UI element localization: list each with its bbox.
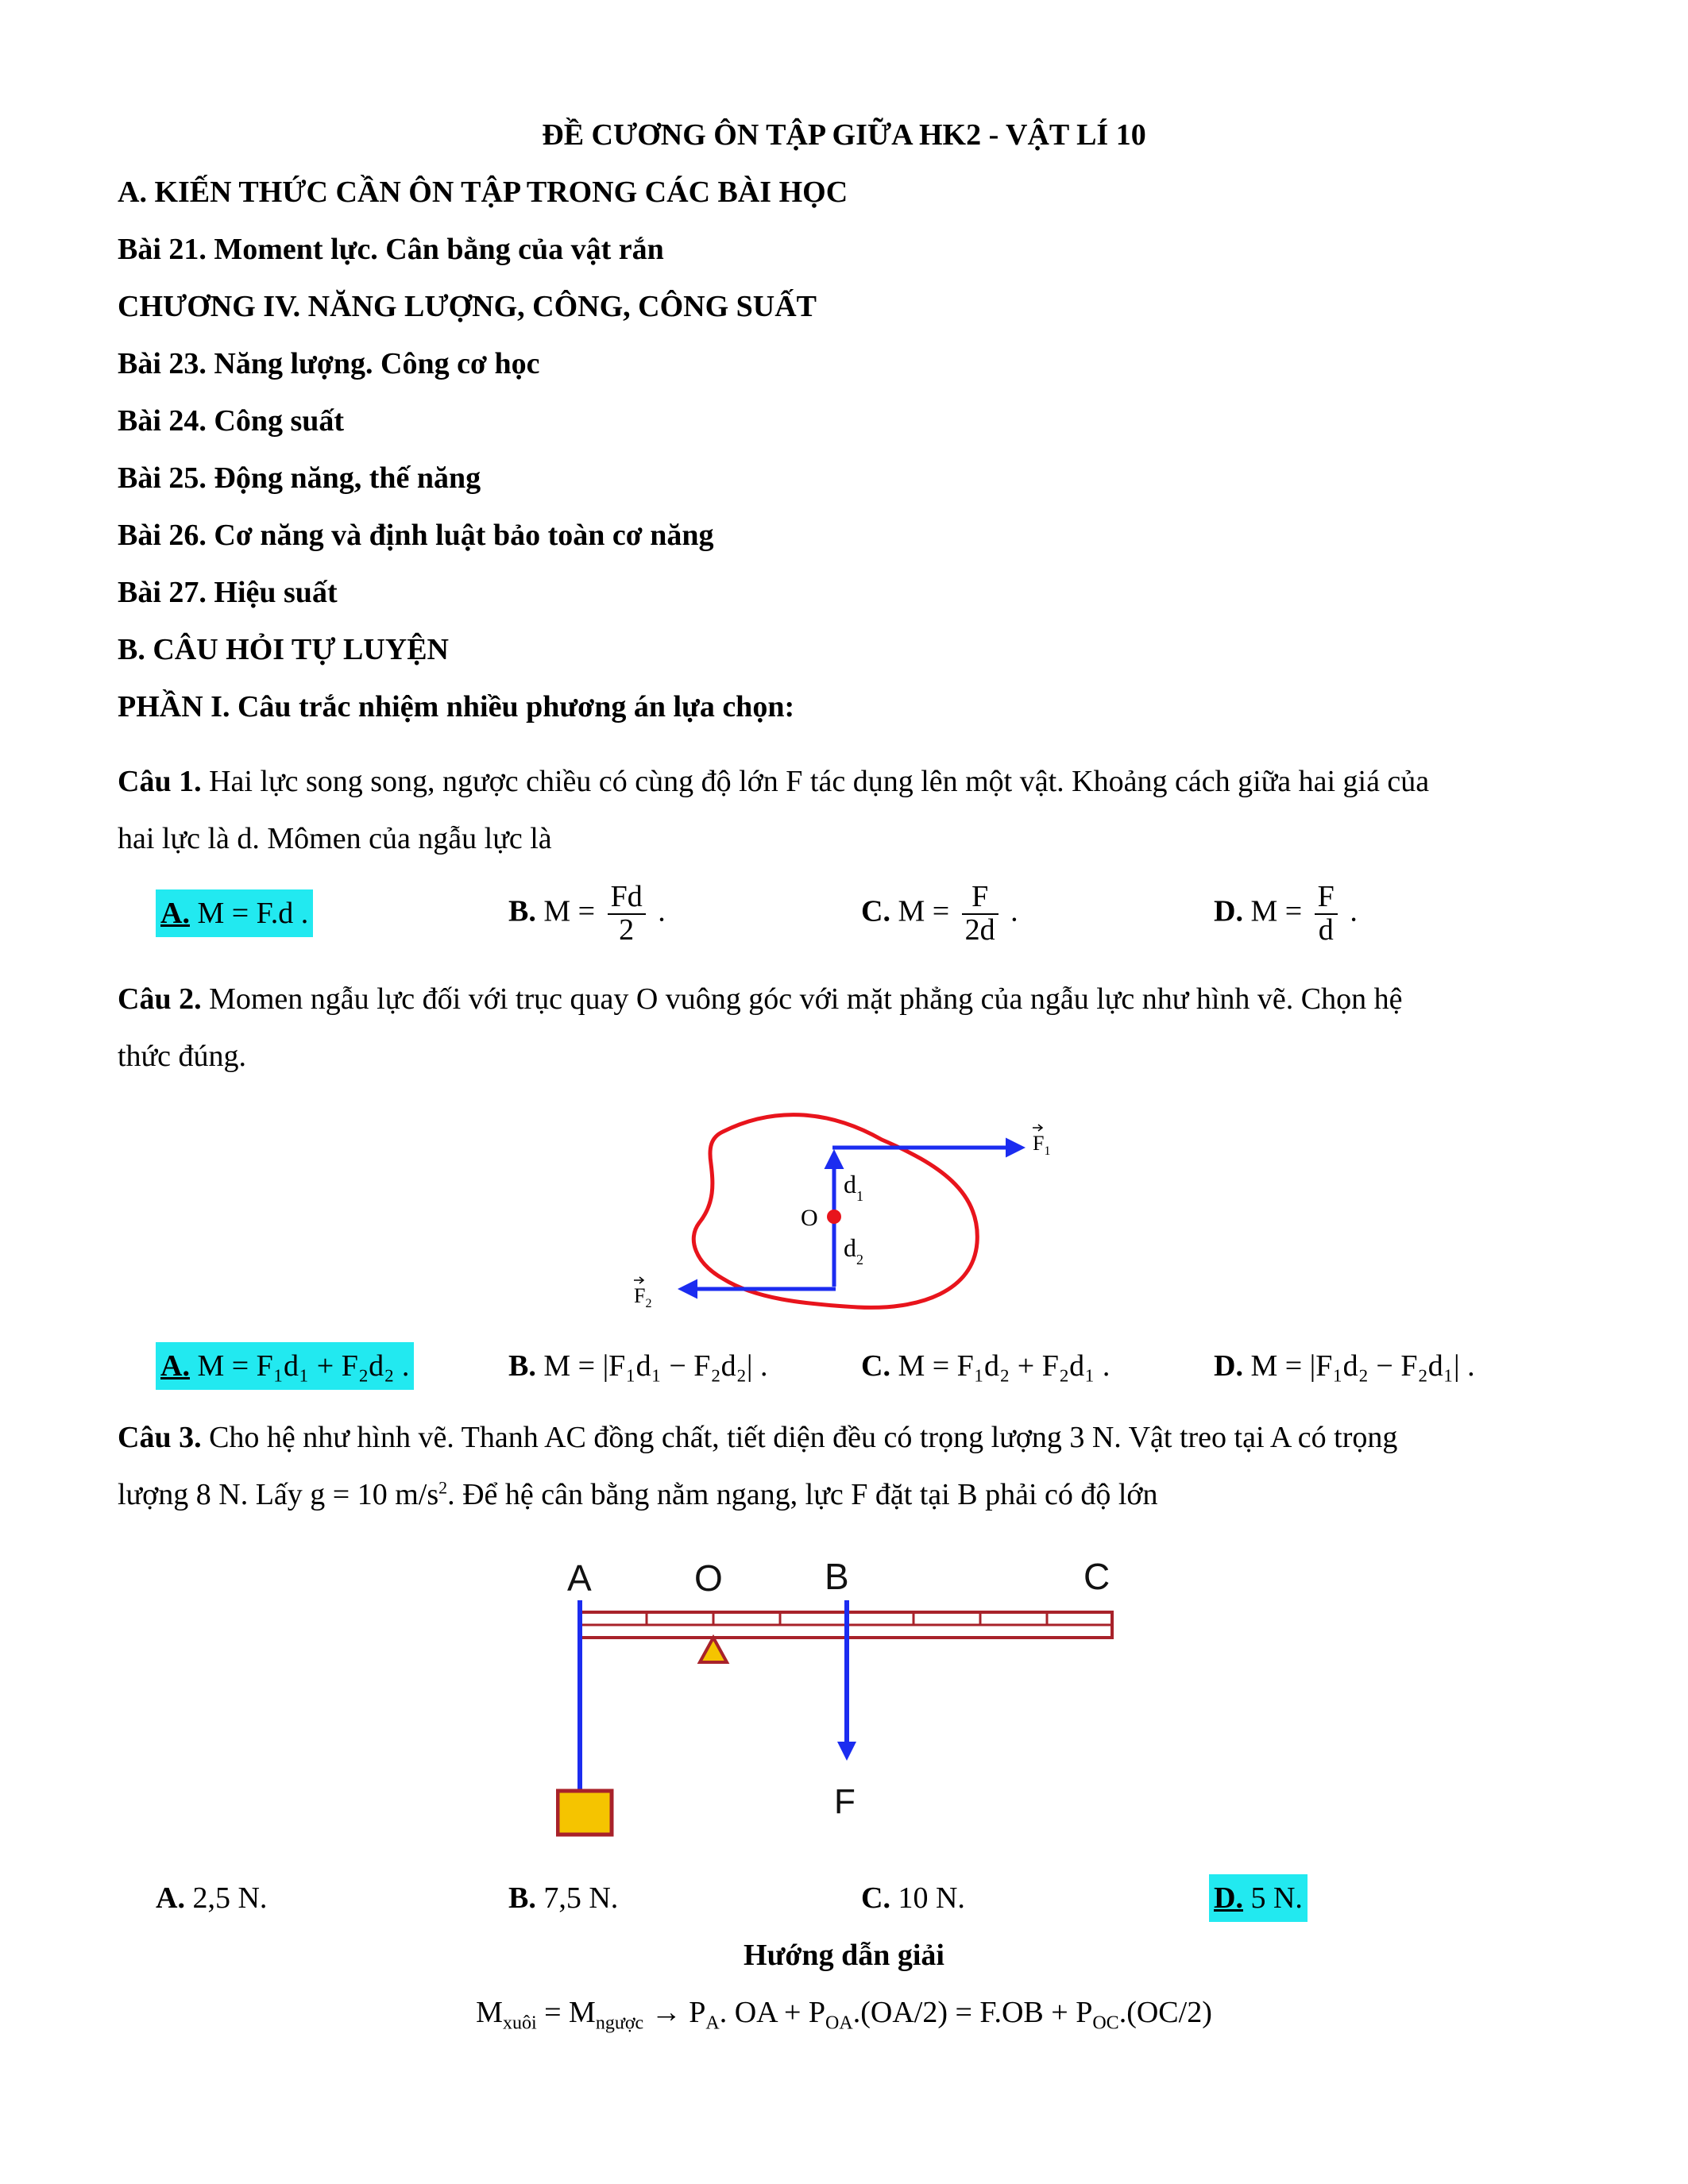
label-o: O: [801, 1205, 818, 1231]
q3-option-d[interactable]: D. 5 N.: [1209, 1874, 1308, 1922]
question-3-line-1: Câu 3. Cho hệ như hình vẽ. Thanh AC đồng chất, tiết diện đều có trọng lượng 3 N. Vật treo tại A có trọng: [118, 1421, 1398, 1454]
lesson-23: Bài 23. Năng lượng. Công cơ học: [118, 347, 540, 380]
solution-heading: Hướng dẫn giải: [744, 1939, 944, 1972]
label-a: A: [567, 1557, 592, 1599]
lesson-24: Bài 24. Công suất: [118, 404, 345, 438]
part-1-heading: PHẦN I. Câu trắc nhiệm nhiều phương án lựa chọn:: [118, 690, 795, 723]
q3-option-b[interactable]: B. 7,5 N.: [508, 1881, 619, 1915]
f1-vector-arrowhead: [1033, 1125, 1042, 1131]
lesson-27: Bài 27. Hiệu suất: [118, 576, 338, 609]
question-1-line-1: Câu 1. Hai lực song song, ngược chiều có cùng độ lớn F tác dụng lên một vật. Khoảng cách giữa hai giá của: [118, 765, 1430, 798]
page-title: ĐỀ CƯƠNG ÔN TẬP GIỮA HK2 - VẬT LÍ 10: [542, 118, 1146, 152]
q1-option-c[interactable]: C. M = $\frac{F}{2d}$ .: [861, 880, 1018, 947]
label-f2: $F_2$: [634, 1284, 652, 1310]
chapter-4-heading: CHƯƠNG IV. NĂNG LƯỢNG, CÔNG, CÔNG SUẤT: [118, 290, 817, 323]
q1-option-a[interactable]: A. M = F.d .: [156, 889, 313, 937]
label-f: F: [834, 1782, 856, 1821]
q2-option-a[interactable]: A. M = F₁d₁ + F₂d₂ .: [156, 1342, 414, 1390]
q1-c-fraction: $\frac{F}{2d}$: [962, 882, 999, 947]
q1-option-b[interactable]: B. M = $\frac{Fd}{2}$ .: [508, 880, 666, 947]
lesson-25: Bài 25. Động năng, thế năng: [118, 461, 481, 495]
q3-option-c[interactable]: C. 10 N.: [861, 1881, 965, 1915]
question-3-label: Câu 3.: [118, 1421, 202, 1454]
q1-d-fraction: $\frac{F}{d}$: [1315, 882, 1338, 947]
q1-option-d[interactable]: D. M = $\frac{F}{d}$ .: [1214, 880, 1358, 947]
label-d2: $d_2$: [844, 1233, 863, 1268]
q2-option-b[interactable]: B. M = |F₁d₁ − F₂d₂| .: [508, 1349, 768, 1383]
label-c: C: [1083, 1556, 1111, 1597]
label-f1: $F_1$: [1033, 1132, 1051, 1158]
solution-equation: $M_{xuôi} = M_{ngược} \to P_A$. OA + $P_{OA}.(OA/2) = F.OB + P_{OC}.(OC/2)$: [476, 1996, 1212, 2034]
lesson-26: Bài 26. Cơ năng và định luật bảo toàn cơ năng: [118, 519, 714, 552]
q1-b-fraction: $\frac{Fd}{2}$: [608, 882, 646, 947]
lever-diagram: [556, 1553, 1128, 1839]
q2-option-d[interactable]: D. M = |F₁d₂ − F₂d₁| .: [1214, 1349, 1475, 1383]
question-3-line-2: lượng 8 N. Lấy g = 10 $m/s^2$. Để hệ cân bằng nằm ngang, lực F đặt tại B phải có độ lớn: [118, 1477, 1158, 1511]
pivot-o-point: [827, 1210, 841, 1224]
hanging-weight: [558, 1791, 612, 1835]
question-2-label: Câu 2.: [118, 982, 202, 1016]
label-o-lever: O: [694, 1557, 723, 1599]
lesson-21: Bài 21. Moment lực. Cân bằng của vật rắn: [118, 233, 664, 266]
label-b: B: [825, 1556, 849, 1597]
q2-option-c[interactable]: C. M = F₁d₂ + F₂d₁ .: [861, 1349, 1111, 1383]
f2-vector-arrowhead: [634, 1277, 643, 1283]
section-b-heading: B. CÂU HỎI TỰ LUYỆN: [118, 633, 449, 666]
question-2-line-1: Câu 2. Momen ngẫu lực đối với trục quay O vuông góc với mặt phẳng của ngẫu lực như hình vẽ. Chọn hệ: [118, 982, 1403, 1016]
question-1-line-2: hai lực là d. Mômen của ngẫu lực là: [118, 822, 552, 855]
couple-diagram: [620, 1104, 1096, 1326]
pivot-support: [700, 1638, 727, 1662]
section-a-heading: A. KIẾN THỨC CẦN ÔN TẬP TRONG CÁC BÀI HỌC: [118, 176, 848, 209]
question-1-label: Câu 1.: [118, 765, 202, 798]
question-2-line-2: thức đúng.: [118, 1040, 247, 1073]
label-d1: $d_1$: [844, 1170, 863, 1204]
q3-option-a[interactable]: A. 2,5 N.: [156, 1881, 268, 1915]
